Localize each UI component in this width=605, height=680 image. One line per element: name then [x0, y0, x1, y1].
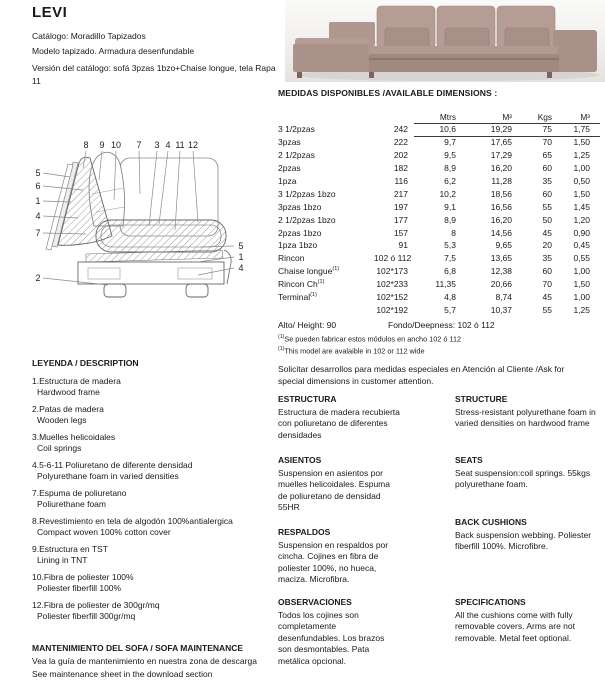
table-row — [278, 239, 600, 252]
footnote-marker: (1) — [278, 334, 285, 340]
legend-item-es: 2.Patas de madera — [32, 404, 104, 414]
section-body: Stress-resistant polyurethane foam in varied densities on hardwood frame — [455, 406, 596, 428]
callout-left-7: 7 — [35, 228, 41, 238]
module-m2: 19,29 — [490, 124, 512, 135]
table-row — [278, 265, 600, 278]
legend-item-es: 3.Muelles helicoidales — [32, 432, 116, 442]
section-observaciones — [278, 597, 400, 667]
section-specifications — [455, 597, 603, 644]
page-title: LEVI — [32, 4, 68, 21]
table-first-row-rule — [414, 136, 600, 137]
module-mtrs: 8,9 — [444, 214, 456, 225]
module-name: Rincon — [278, 253, 305, 264]
module-m2: 20,66 — [490, 279, 512, 290]
callout-8: 8 — [83, 140, 89, 150]
module-kgs: 60 — [542, 188, 552, 199]
legend-items — [32, 376, 272, 622]
col-header-mtrs: Mtrs — [439, 112, 456, 122]
section-body: Suspension en asientos por muelles helicoidales. Espuma de poliuretano de densidad 55HR — [278, 467, 390, 512]
module-m3: 1,75 — [573, 124, 590, 135]
module-m2: 8,74 — [495, 292, 512, 303]
section-body: Suspension en respaldos por cincha. Cojines en fibra de poliester 100%, no hueca, maciza. Microfibra. — [278, 539, 389, 584]
section-body: Todos los cojines son completamente desenfundables. Los brazos son desmontables. Pata metálica opcional. — [278, 609, 385, 666]
legend-heading: LEYENDA / DESCRIPTION — [32, 358, 139, 368]
callout-left-6: 6 — [35, 181, 41, 191]
section-body: Estructura de madera recubierta con poliuretano de diferentes densidades — [278, 406, 400, 440]
legend — [32, 358, 272, 628]
table-row — [278, 213, 600, 226]
legend-item-en: Lining in TNT — [37, 555, 88, 565]
col-header-m3: M³ — [580, 112, 590, 122]
callout-3: 3 — [154, 140, 160, 150]
callout-right-5: 5 — [238, 241, 244, 251]
module-m3: 1,45 — [573, 201, 590, 212]
maintenance — [32, 642, 300, 680]
module-name: 1pza 1bzo — [278, 240, 318, 251]
module-kgs: 60 — [542, 266, 552, 277]
module-name: 2pzas 1bzo — [278, 227, 322, 238]
section-estructura — [278, 394, 400, 441]
module-kgs: 35 — [542, 176, 552, 186]
callout-left-5: 5 — [35, 168, 41, 178]
section-title: ASIENTOS — [278, 455, 322, 465]
module-mtrs: 8,9 — [444, 163, 456, 174]
module-kgs: 45 — [542, 227, 552, 238]
module-width: 217 — [393, 188, 408, 199]
module-mtrs: 4,8 — [444, 292, 456, 303]
special-dimensions-note: Solicitar desarrollos para medidas especiales en Atención al Cliente /Ask for special dimensions in customer attention. — [278, 364, 565, 386]
module-name: 2pzas — [278, 163, 301, 174]
table-header-rule — [414, 123, 600, 124]
module-m2: 17,29 — [490, 150, 512, 161]
dimensions-table — [278, 111, 600, 316]
module-kgs: 60 — [542, 163, 552, 174]
legend-item-es: 10.Fibra de poliester 100% — [32, 572, 134, 582]
module-width: 102*152 — [376, 292, 408, 303]
callout-left-1: 1 — [35, 196, 41, 206]
section-back-cushions — [455, 517, 603, 553]
module-m2: 12,38 — [490, 266, 512, 277]
legend-item-es: 4.5-6-11 Poliuretano de diferente densidad — [32, 460, 193, 470]
legend-item — [32, 600, 272, 622]
module-mtrs: 5,7 — [444, 304, 456, 315]
module-m3: 1,50 — [573, 188, 590, 199]
module-kgs: 70 — [542, 137, 552, 148]
legend-item — [32, 404, 272, 426]
module-kgs: 70 — [542, 279, 552, 290]
maintenance-heading: MANTENIMIENTO DEL SOFA / SOFA MAINTENANCE — [32, 643, 244, 653]
module-name: 2 1/2pzas 1bzo — [278, 214, 336, 225]
table-row — [278, 303, 600, 316]
module-kgs: 75 — [542, 124, 552, 135]
module-mtrs: 10,2 — [439, 188, 456, 199]
table-row — [278, 187, 600, 200]
footnote-es: $^{(1)}$Se pueden fabricar estos módulos en ancho 102 ó 112 — [278, 334, 462, 344]
module-m2: 9,65 — [495, 240, 512, 251]
table-row — [278, 123, 600, 136]
module-m2: 13,65 — [490, 253, 512, 264]
table-row — [278, 252, 600, 265]
footnote-marker: (1) — [278, 346, 285, 352]
section-body: All the cushions come with fully removable covers. Arms are not removable. Metal feet optional. — [455, 609, 575, 643]
module-width: 222 — [393, 137, 408, 148]
leg — [104, 284, 126, 297]
maintenance-en: See maintenance sheet in the download section — [32, 669, 213, 679]
table-row — [278, 278, 600, 291]
module-m3: 1,00 — [573, 163, 590, 174]
table-row — [278, 226, 600, 239]
module-kgs: 35 — [542, 253, 552, 264]
module-mtrs: 9,5 — [444, 150, 456, 161]
module-m3: 0,45 — [573, 240, 590, 251]
module-name: Terminal$^{(1)}$ — [278, 292, 317, 303]
technical-drawing — [28, 132, 263, 327]
module-name: 3 1/2pzas — [278, 124, 315, 135]
module-mtrs: 10,6 — [439, 124, 456, 135]
callout-right-1: 1 — [238, 252, 244, 262]
module-name: 3pzas — [278, 137, 301, 148]
module-mtrs: 8 — [451, 227, 456, 238]
legend-item-es: 1.Estructura de madera — [32, 376, 121, 386]
callout-10: 10 — [110, 140, 122, 150]
module-mtrs: 11,35 — [435, 279, 456, 290]
col-header-m2: M² — [502, 112, 512, 122]
callout-7: 7 — [136, 140, 142, 150]
module-m2: 18,56 — [490, 188, 512, 199]
legend-item-en: Coil springs — [37, 443, 82, 453]
module-width: 242 — [393, 124, 408, 135]
section-seats — [455, 455, 603, 491]
module-m2: 11,28 — [491, 176, 512, 186]
section-title: SPECIFICATIONS — [455, 597, 526, 607]
callout-12: 12 — [187, 140, 199, 150]
table-row — [278, 136, 600, 149]
module-m3: 0,90 — [573, 227, 590, 238]
legend-item — [32, 460, 272, 482]
module-kgs: 55 — [542, 304, 552, 315]
module-name: Rincon Ch$^{(1)}$ — [278, 279, 325, 290]
module-m3: 0,50 — [573, 176, 590, 186]
module-kgs: 50 — [542, 214, 552, 225]
section-title: RESPALDOS — [278, 527, 331, 537]
module-m2: 14,56 — [490, 227, 512, 238]
module-kgs: 45 — [542, 292, 552, 303]
table-row — [278, 200, 600, 213]
section-title: SEATS — [455, 455, 483, 465]
legend-item-es: 7.Espuma de poliuretano — [32, 488, 127, 498]
module-name: 2 1/2pzas — [278, 150, 315, 161]
module-mtrs: 7,5 — [444, 253, 456, 264]
section-respaldos — [278, 527, 400, 586]
section-body: Seat suspension:coil springs. 55kgs polyurethane foam. — [455, 467, 591, 489]
legend-item-en: Compact woven 100% cotton cover — [37, 527, 171, 537]
dimensions-heading: MEDIDAS DISPONIBLES /AVAILABLE DIMENSIONS : — [278, 88, 498, 98]
module-m3: 0,55 — [573, 253, 590, 264]
module-m2: 16,20 — [490, 214, 512, 225]
module-name: 3 1/2pzas 1bzo — [278, 188, 336, 199]
legend-item — [32, 488, 272, 510]
module-name: Chaise longue$^{(1)}$ — [278, 266, 340, 277]
module-mtrs: 6,2 — [444, 176, 456, 186]
callout-9: 9 — [99, 140, 105, 150]
model-line: Modelo tapizado. Armadura desenfundable — [32, 46, 195, 56]
module-m3: 1,50 — [573, 279, 590, 290]
version-line: Versión del catálogo: sofá 3pzas 1bzo+Chaise longue, tela Rapa 11 — [32, 63, 276, 86]
module-width: 177 — [393, 214, 408, 225]
section-structure — [455, 394, 603, 430]
module-m3: 1,25 — [573, 304, 590, 315]
module-width: 91 — [398, 240, 408, 251]
table-row — [278, 291, 600, 304]
table-row — [278, 175, 600, 188]
section-asientos — [278, 455, 400, 514]
legend-item — [32, 544, 272, 566]
legend-item-en: Poliester fiberfill 300gr/mq — [37, 611, 136, 621]
module-name: 3pzas 1bzo — [278, 201, 322, 212]
callout-left-2: 2 — [35, 273, 41, 283]
module-m3: 1,20 — [573, 214, 590, 225]
height-label: Alto/ Height: 90 — [278, 320, 337, 330]
legend-item — [32, 572, 272, 594]
legend-item-en: Polyurethane foam in varied densities — [37, 471, 179, 481]
legend-item — [32, 516, 272, 538]
section-title: STRUCTURE — [455, 394, 508, 404]
col-header-kgs: Kgs — [537, 112, 552, 122]
callout-right-4: 4 — [238, 263, 244, 273]
legend-item-es: 8.Revestimiento en tela de algodón 100%antialergica — [32, 516, 233, 526]
catalog-line: Catálogo: Moradillo Tapizados — [32, 31, 146, 41]
module-width: 102 ó 112 — [374, 253, 412, 264]
legend-item-en: Poliurethane foam — [37, 499, 106, 509]
module-width: 157 — [393, 227, 408, 238]
module-m2: 16,20 — [490, 163, 512, 174]
module-m3: 1,00 — [573, 266, 590, 277]
maintenance-es: Vea la guía de mantenimiento en nuestra zona de descarga — [32, 656, 257, 666]
legend-item-es: 12.Fibra de poliester de 300gr/mq — [32, 600, 160, 610]
module-mtrs: 9,7 — [444, 137, 456, 148]
module-name: 1pza — [278, 176, 297, 186]
section-title: ESTRUCTURA — [278, 394, 337, 404]
legend-item-en: Poliester fiberfill 100% — [37, 583, 122, 593]
leg — [186, 284, 208, 297]
module-m2: 10,37 — [490, 304, 512, 315]
module-width: 102*173 — [376, 266, 408, 277]
section-title: BACK CUSHIONS — [455, 517, 527, 527]
legend-item — [32, 376, 272, 398]
module-mtrs: 6,8 — [444, 266, 456, 277]
depth-label: Fondo/Deepness: 102 ó 112 — [388, 320, 495, 330]
table-header-row — [278, 111, 600, 123]
sofa-photo — [285, 0, 605, 82]
module-width: 116 — [394, 176, 408, 186]
catalog-header — [32, 30, 286, 90]
module-kgs: 55 — [542, 201, 552, 212]
callout-11: 11 — [175, 140, 185, 150]
footnote-en: $^{(1)}$This model are avalaible in 102 or 112 wide — [278, 346, 425, 356]
section-title: OBSERVACIONES — [278, 597, 352, 607]
footnote-marker: (1) — [317, 279, 325, 286]
legend-item-es: 9.Estructura en TST — [32, 544, 108, 554]
module-width: 102*233 — [376, 279, 408, 290]
module-m3: 1,50 — [573, 137, 590, 148]
height-depth-line — [278, 320, 598, 330]
module-m3: 1,25 — [573, 150, 590, 161]
module-mtrs: 5,3 — [444, 240, 456, 251]
table-row — [278, 162, 600, 175]
callout-left-4: 4 — [35, 211, 41, 221]
legend-item-en: Hardwood frame — [37, 387, 100, 397]
legend-item-en: Wooden legs — [37, 415, 87, 425]
module-width: 197 — [393, 201, 408, 212]
module-width: 182 — [393, 163, 408, 174]
module-m2: 16,56 — [490, 201, 512, 212]
section-body: Back suspension webbing. Poliester fiberfill 100%. Microfibre. — [455, 529, 592, 551]
module-kgs: 20 — [542, 240, 552, 251]
footnote-marker: (1) — [310, 292, 317, 299]
table-row — [278, 149, 600, 162]
module-mtrs: 9,1 — [444, 201, 456, 212]
module-m2: 17,65 — [490, 137, 512, 148]
footnote-marker: (1) — [332, 266, 340, 273]
table-body — [278, 123, 600, 316]
callout-4: 4 — [165, 140, 171, 150]
module-m3: 1,00 — [573, 292, 590, 303]
module-width: 102*192 — [376, 304, 408, 315]
module-kgs: 65 — [542, 150, 552, 161]
module-width: 202 — [393, 150, 408, 161]
legend-item — [32, 432, 272, 454]
